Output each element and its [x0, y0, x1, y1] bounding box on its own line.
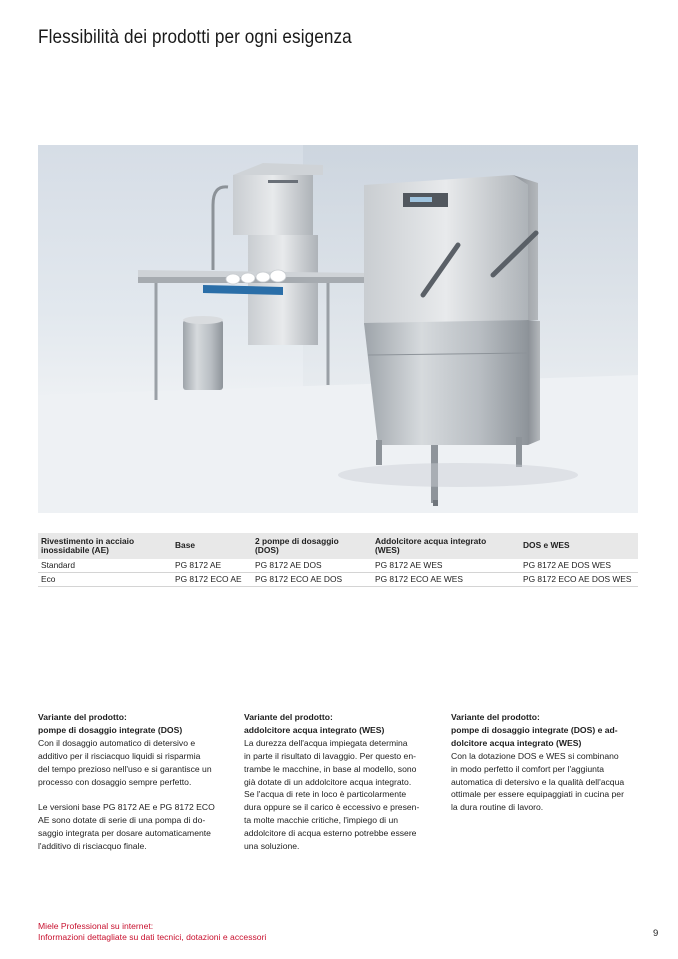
table-header-cell: DOS e WES	[520, 533, 638, 559]
product-photo	[38, 145, 638, 513]
dishwasher-photo-icon	[38, 145, 638, 513]
column-heading: Variante del prodotto: addolcitore acqua integrato (WES)	[244, 712, 385, 735]
table-cell: PG 8172 ECO AE	[172, 573, 252, 587]
footer-line: Informazioni dettagliate su dati tecnici, dotazioni e accessori	[38, 931, 267, 942]
page-title: Flessibilità dei prodotti per ogni esigenza	[38, 26, 352, 48]
column-heading: Variante del prodotto: pompe di dosaggio integrate (DOS) e ad- dolcitore acqua integrato (WES)	[451, 712, 618, 748]
paragraph: Le versioni base PG 8172 AE e PG 8172 ECO AE sono dotate di serie di una pompa di do- saggio integrata per dosare automaticamente l'additivo di risciacquo finale.	[38, 802, 215, 852]
paragraph: Con il dosaggio automatico di detersivo e additivo per il risciacquo liquidi si risparmia del tempo prezioso nell'uso e si garantisce un processo con dosaggio sempre perfetto.	[38, 737, 212, 787]
table-header-cell: Addolcitore acqua integrato (WES)	[372, 533, 520, 559]
table-cell: PG 8172 ECO AE DOS	[252, 573, 372, 587]
paragraph: Con la dotazione DOS e WES si combinano in modo perfetto il comfort per l'aggiunta automatica di detersivo e la qualità dell'acqua ottimale per essere equipaggiati in cucina per la dura routine di lavoro.	[451, 750, 625, 813]
table-cell: PG 8172 AE DOS	[252, 559, 372, 573]
table-row	[38, 573, 638, 587]
table-cell: Standard	[38, 559, 172, 573]
page-number: 9	[653, 928, 659, 939]
paragraph: La durezza dell'acqua impiegata determina in parte il risultato di lavaggio. Per questo en- trambe le macchine, in base al modello, sono già dotate di un addolcitore acqua integrato. Se l'acqua di rete in loco è particolarmente dura oppure se il carico è eccessivo e presen- ta molte macchie critiche, l'impiego di un addolcitore di acqua esterno potrebbe essere una soluzione.	[244, 737, 420, 852]
table-cell: Eco	[38, 573, 172, 587]
column-heading: Variante del prodotto: pompe di dosaggio integrate (DOS)	[38, 712, 183, 735]
table-cell: PG 8172 ECO AE DOS WES	[520, 573, 638, 587]
table-cell: PG 8172 AE WES	[372, 559, 520, 573]
column-dos	[38, 711, 228, 866]
table-cell: PG 8172 ECO AE WES	[372, 573, 520, 587]
table-header-cell: Base	[172, 533, 252, 559]
table-header-row	[38, 533, 638, 559]
spec-table	[38, 533, 638, 587]
table-header-cell: Rivestimento in acciaio inossidabile (AE)	[38, 533, 172, 559]
column-dos-wes	[451, 711, 641, 827]
table-row	[38, 559, 638, 573]
table-cell: PG 8172 AE DOS WES	[520, 559, 638, 573]
table-cell: PG 8172 AE	[172, 559, 252, 573]
column-wes	[244, 711, 434, 866]
table-header-cell: 2 pompe di dosaggio (DOS)	[252, 533, 372, 559]
footer-line: Miele Professional su internet:	[38, 921, 154, 931]
footer-link[interactable]	[38, 921, 266, 942]
